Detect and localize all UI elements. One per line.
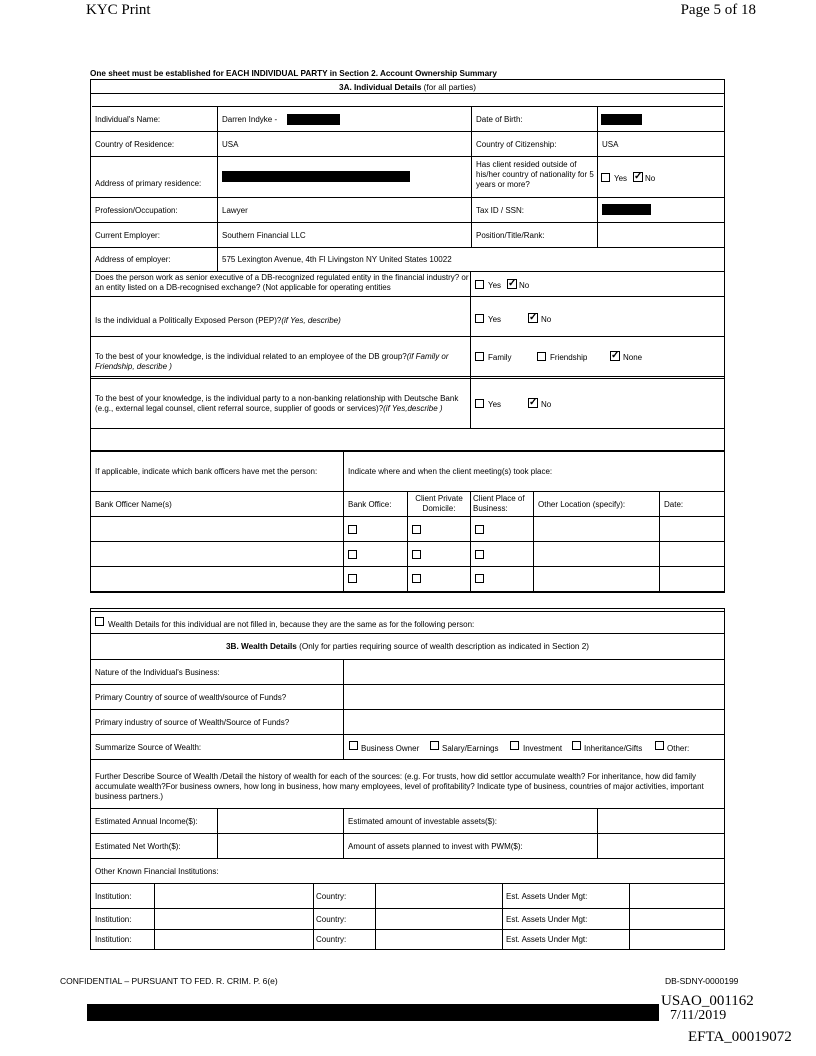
resided-yes-checkbox[interactable]: [601, 173, 610, 182]
related-family-checkbox[interactable]: [475, 352, 484, 361]
meeting-domicile-checkbox[interactable]: [412, 550, 421, 559]
institution-aum-label: Est. Assets Under Mgt:: [506, 915, 588, 924]
resided-yes-label: Yes: [614, 174, 628, 183]
employer-address-value: 575 Lexington Avenue, 4th Fl Livingston NY United States 10022: [222, 255, 452, 264]
senior-exec-no-label: No: [519, 281, 530, 290]
residence-value: USA: [222, 140, 239, 149]
pep-no-label: No: [541, 315, 552, 324]
business-owner-label: Business Owner: [361, 744, 420, 753]
related-family-label: Family: [488, 353, 512, 362]
resided-question: Has client resided outside of his/her country of nationality for 5 years or more?: [476, 160, 594, 189]
related-question-text: To the best of your knowledge, is the individual related to an employee of the DB group?: [95, 352, 407, 361]
name-label: Individual's Name:: [95, 115, 161, 124]
nonbank-question: [95, 394, 465, 414]
senior-exec-no-checkbox[interactable]: ✓: [508, 278, 517, 289]
citizenship-label: Country of Citizenship:: [476, 140, 557, 149]
related-friendship-label: Friendship: [550, 353, 588, 362]
institution-country-label: Country:: [316, 935, 347, 944]
pep-no-checkbox[interactable]: ✓: [529, 312, 538, 323]
nonbank-no-checkbox[interactable]: ✓: [529, 397, 538, 408]
other-institutions-label: Other Known Financial Institutions:: [95, 867, 219, 876]
pwm-assets-label: Amount of assets planned to invest with PWM($):: [348, 842, 523, 851]
col-other: Other Location (specify):: [538, 500, 626, 509]
nonbank-no-label: No: [541, 400, 552, 409]
page-number: Page 5 of 18: [680, 2, 756, 18]
section-3a-title: [90, 83, 725, 92]
country-source-label: Primary Country of source of wealth/source of Funds?: [95, 693, 287, 702]
related-none-label: None: [623, 353, 643, 362]
investment-checkbox[interactable]: [510, 741, 519, 750]
section-3b-title-bold: 3B. Wealth Details: [225, 642, 297, 651]
col-officer: Bank Officer Name(s): [95, 500, 172, 509]
intro-note: One sheet must be established for EACH INDIVIDUAL PARTY in Section 2. Account Ownership Summary: [90, 69, 497, 78]
nonbank-yes-label: Yes: [488, 400, 502, 409]
section-3a-title-rest: (for all parties): [423, 83, 476, 92]
annual-income-label: Estimated Annual Income($):: [95, 817, 198, 826]
senior-exec-yes-label: Yes: [488, 281, 502, 290]
redaction-box: [602, 204, 651, 215]
inheritance-checkbox[interactable]: [572, 741, 581, 750]
tax-label: Tax ID / SSN:: [476, 206, 525, 215]
redaction-box: [222, 171, 410, 182]
meeting-office-checkbox[interactable]: [348, 574, 357, 583]
same-as-note: Wealth Details for this individual are not filled in, because they are the same as for the following person:: [108, 620, 475, 629]
institution-aum-label: Est. Assets Under Mgt:: [506, 892, 588, 901]
investable-assets-label: Estimated amount of investable assets($):: [348, 817, 497, 826]
employer-address-label: Address of employer:: [95, 255, 171, 264]
resided-no-checkbox[interactable]: ✓: [634, 171, 643, 182]
col-office: Bank Office:: [348, 500, 392, 509]
institution-label: Institution:: [95, 892, 132, 901]
profession-label: Profession/Occupation:: [95, 206, 178, 215]
meeting-domicile-checkbox[interactable]: [412, 574, 421, 583]
related-question-hint: (if Family or Friendship, describe ): [95, 352, 449, 371]
address-label: Address of primary residence:: [95, 179, 202, 188]
citizenship-value: USA: [602, 140, 619, 149]
summarize-label: Summarize Source of Wealth:: [95, 743, 202, 752]
meeting-business-checkbox[interactable]: [475, 574, 484, 583]
resided-no-label: No: [645, 174, 656, 183]
institution-country-label: Country:: [316, 915, 347, 924]
related-friendship-checkbox[interactable]: [537, 352, 546, 361]
col-date: Date:: [664, 500, 684, 509]
nonbank-yes-checkbox[interactable]: [475, 399, 484, 408]
employer-label: Current Employer:: [95, 231, 160, 240]
industry-source-label: Primary industry of source of Wealth/Source of Funds?: [95, 718, 290, 727]
meeting-business-checkbox[interactable]: [475, 550, 484, 559]
confidential-notice: CONFIDENTIAL – PURSUANT TO FED. R. CRIM. P. 6(e): [60, 976, 278, 986]
usao-date: 7/11/2019: [670, 1008, 727, 1023]
other-label: Other:: [667, 744, 690, 753]
further-describe-text: Further Describe Source of Wealth /Detail the history of wealth for each of the sources: (e.g. For trusts, how did settlor accumulate wealth? For inheritance, how did family accumulate wealth?For business owners, how long in business, how many employees, level of profitability? Indicate type of business, countries of major activities, important business partners.): [95, 772, 704, 801]
pep-question: [95, 316, 341, 326]
meeting-business-checkbox[interactable]: [475, 525, 484, 534]
meeting-domicile-checkbox[interactable]: [412, 525, 421, 534]
profession-value: Lawyer: [222, 206, 248, 215]
related-none-checkbox[interactable]: ✓: [611, 350, 620, 361]
institution-country-label: Country:: [316, 892, 347, 901]
nonbank-question-hint: (if Yes,describe ): [383, 404, 443, 413]
pep-question-text: Is the individual a Politically Exposed Person (PEP)?: [95, 316, 282, 325]
efta-stamp: EFTA_00019072: [688, 1029, 792, 1045]
redaction-bar: [87, 1004, 659, 1021]
usao-stamp: USAO_001162: [661, 993, 754, 1009]
name-value: Darren Indyke -: [222, 115, 278, 124]
dob-label: Date of Birth:: [476, 115, 523, 124]
pep-yes-label: Yes: [488, 315, 502, 324]
col-domicile: Client Private Domicile:: [415, 494, 463, 513]
institution-label: Institution:: [95, 915, 132, 924]
meeting-office-checkbox[interactable]: [348, 550, 357, 559]
salary-label: Salary/Earnings: [442, 744, 499, 753]
net-worth-label: Estimated Net Worth($):: [95, 842, 181, 851]
officers-question: If applicable, indicate which bank officers have met the person:: [95, 467, 318, 476]
employer-value: Southern Financial LLC: [222, 231, 306, 240]
pep-question-hint: (if Yes, describe): [281, 316, 341, 325]
inheritance-label: Inheritance/Gifts: [584, 744, 643, 753]
meeting-where-question: Indicate where and when the client meeting(s) took place:: [348, 467, 553, 476]
section-3a-title-bold: 3A. Individual Details: [339, 83, 422, 92]
business-owner-checkbox[interactable]: [349, 741, 358, 750]
col-business: Client Place of Business:: [473, 494, 525, 513]
redaction-box: [287, 114, 340, 125]
nonbank-question-text: To the best of your knowledge, is the individual party to a non-banking relationship with Deutsche Bank (e.g., external legal counsel, client referral source, supplier of goods or services)?: [95, 394, 459, 413]
related-question: [95, 352, 465, 372]
institution-aum-label: Est. Assets Under Mgt:: [506, 935, 588, 944]
other-checkbox[interactable]: [655, 741, 664, 750]
salary-checkbox[interactable]: [430, 741, 439, 750]
residence-label: Country of Residence:: [95, 140, 175, 149]
bates-number: DB-SDNY-0000199: [665, 976, 739, 986]
senior-exec-question: Does the person work as senior executive of a DB-recognized regulated entity in the financial industry? or an entity listed on a DB-recognised exchange? (Not applicable for operating entities: [95, 273, 469, 292]
print-header-title: KYC Print: [86, 2, 151, 18]
investment-label: Investment: [523, 744, 563, 753]
institution-label: Institution:: [95, 935, 132, 944]
pep-yes-checkbox[interactable]: [475, 314, 484, 323]
section-3b-title: [90, 642, 725, 651]
section-3b-title-rest: (Only for parties requiring source of wealth description as indicated in Section 2): [299, 642, 590, 651]
same-as-checkbox[interactable]: [95, 617, 104, 626]
nature-label: Nature of the Individual's Business:: [95, 668, 220, 677]
redaction-box: [601, 114, 642, 125]
position-label: Position/Title/Rank:: [476, 231, 545, 240]
meeting-office-checkbox[interactable]: [348, 525, 357, 534]
senior-exec-yes-checkbox[interactable]: [475, 280, 484, 289]
